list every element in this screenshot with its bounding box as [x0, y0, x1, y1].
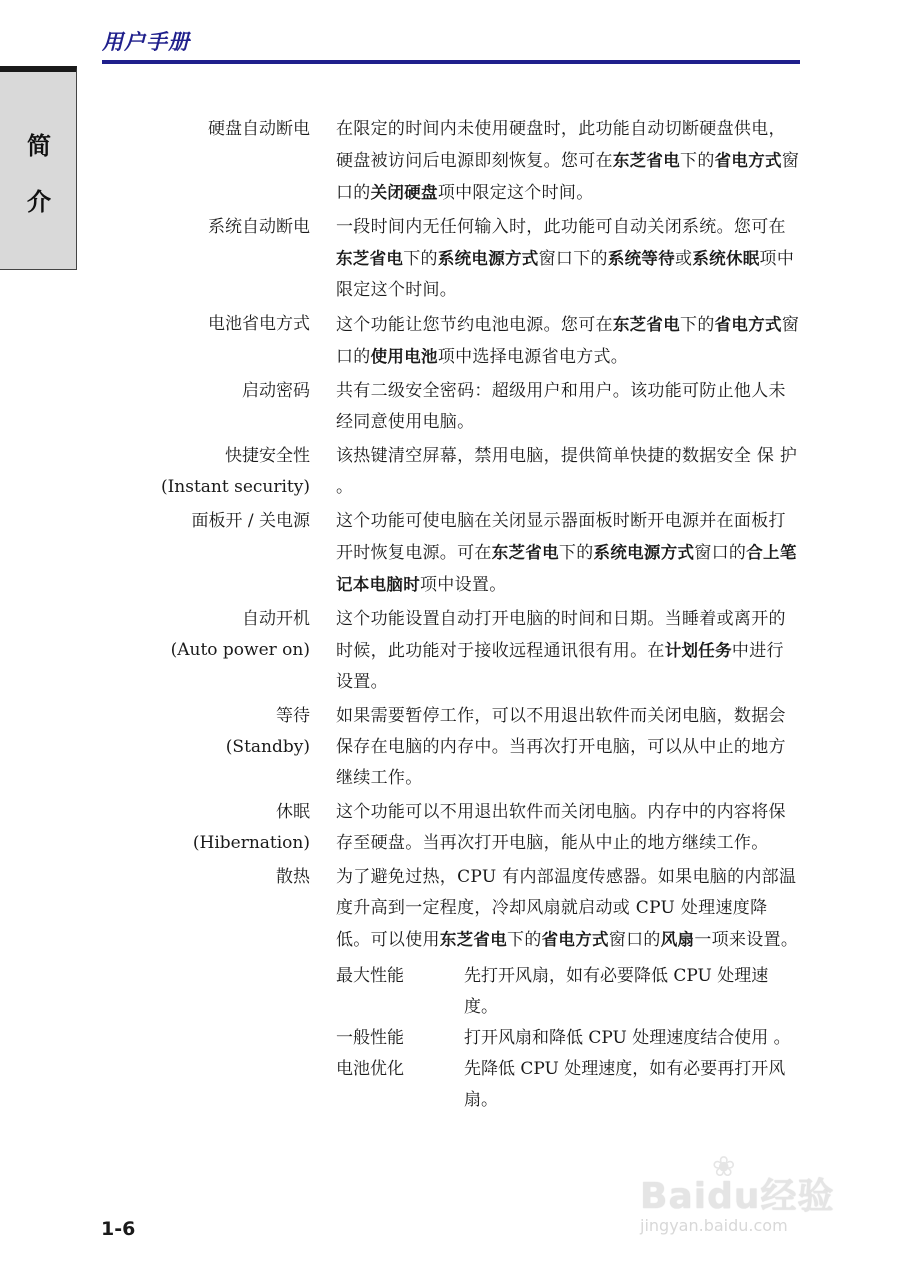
feature-entry: [150, 506, 810, 601]
cooling-option: [336, 1023, 802, 1054]
feature-description: 为了避免过热，CPU 有内部温度传感器。如果电脑的内部温度升高到一定程度，冷却风扇就启动或 CPU 处理速度降低。可以使用东芝省电下的省电方式窗口的风扇一项来设置。: [336, 867, 799, 950]
feature-entry: [150, 862, 810, 956]
feature-term-line: 系统自动断电: [208, 217, 310, 237]
feature-term: [150, 862, 336, 956]
feature-term: [150, 797, 336, 859]
watermark-url: jingyan.baidu.com: [640, 1216, 788, 1235]
cooling-option-term: 一般性能: [336, 1028, 404, 1048]
cooling-option: [336, 1054, 802, 1116]
feature-entry: [150, 309, 810, 373]
feature-description: 共有二级安全密码：超级用户和用户。该功能可防止他人未经同意使用电脑。: [336, 381, 786, 432]
feature-term-line: 硬盘自动断电: [208, 119, 310, 139]
feature-description: 在限定的时间内未使用硬盘时，此功能自动切断硬盘供电，硬盘被访问后电源即刻恢复。您可在东芝省电下的省电方式窗口的关闭硬盘项中限定这个时间。: [336, 119, 800, 203]
watermark-brand: Baidu经验: [640, 1176, 835, 1217]
menu-reference: 东芝省电: [612, 315, 681, 334]
menu-reference: 使用电池: [370, 347, 438, 366]
feature-entry: [150, 701, 810, 794]
cooling-option-description: 先降低 CPU 处理速度，如有必要再打开风扇。: [464, 1059, 786, 1110]
feature-term-line: 面板开 / 关电源: [191, 511, 310, 531]
feature-term-line: (Hibernation): [192, 833, 310, 853]
feature-term-line: 电池省电方式: [208, 314, 310, 334]
feature-term-line: 自动开机: [242, 609, 310, 629]
menu-reference: 计划任务: [664, 641, 732, 660]
feature-description: 这个功能设置自动打开电脑的时间和日期。当睡着或离开的时候，此功能对于接收远程通讯很有用。在计划任务中进行设置。: [336, 609, 786, 692]
feature-term-line: 启动密码: [242, 381, 310, 401]
feature-term: [150, 114, 336, 209]
page-header-title: 用户手册: [102, 30, 190, 54]
feature-description: 该热键清空屏幕，禁用电脑，提供简单快捷的数据安全 保 护 。: [336, 446, 798, 497]
feature-list: [150, 114, 810, 959]
cooling-option-term: 电池优化: [336, 1059, 404, 1079]
feature-term: [150, 441, 336, 503]
feature-term-line: (Instant security): [160, 477, 310, 497]
header-rule: [102, 60, 800, 64]
menu-reference: 东芝省电: [439, 930, 508, 949]
menu-reference: 系统电源方式: [593, 543, 695, 562]
menu-reference: 关闭硬盘: [370, 183, 438, 202]
feature-term-line: (Auto power on): [170, 640, 310, 660]
feature-entry: [150, 114, 810, 209]
feature-term-line: (Standby): [225, 737, 310, 757]
feature-entry: [150, 797, 810, 859]
feature-term: [150, 376, 336, 438]
menu-reference: 省电方式: [541, 930, 609, 949]
feature-entry: [150, 376, 810, 438]
cooling-option: [336, 961, 802, 1023]
cooling-option-description: 打开风扇和降低 CPU 处理速度结合使用 。: [464, 1028, 791, 1048]
feature-entry: [150, 604, 810, 698]
feature-term-line: 休眠: [276, 802, 310, 822]
feature-term: [150, 506, 336, 601]
feature-description: 如果需要暂停工作，可以不用退出软件而关闭电脑，数据会保存在电脑的内存中。当再次打开电脑，可以从中止的地方继续工作。: [336, 706, 786, 788]
feature-term: [150, 309, 336, 373]
feature-term: [150, 604, 336, 698]
feature-entry: [150, 212, 810, 306]
menu-reference: 东芝省电: [612, 151, 681, 170]
menu-reference: 系统电源方式: [437, 249, 539, 268]
feature-entry: [150, 441, 810, 503]
baidu-watermark: [640, 1150, 860, 1250]
page-number: 1-6: [101, 1218, 136, 1240]
menu-reference: 系统等待: [607, 249, 676, 268]
menu-reference: 合上笔记本电脑时: [336, 543, 797, 594]
feature-term: [150, 701, 336, 794]
cooling-option-term: 最大性能: [336, 966, 404, 986]
feature-description: 这个功能让您节约电池电源。您可在东芝省电下的省电方式窗口的使用电池项中选择电源省电方式。: [336, 315, 800, 367]
menu-reference: 省电方式: [714, 315, 782, 334]
feature-term: [150, 212, 336, 306]
feature-description: 这个功能可使电脑在关闭显示器面板时断开电源并在面板打开时恢复电源。可在东芝省电下的系统电源方式窗口的合上笔记本电脑时项中设置。: [336, 511, 797, 595]
feature-term-line: 等待: [276, 706, 310, 726]
menu-reference: 东芝省电: [336, 249, 404, 268]
paw-icon: ❀: [712, 1150, 736, 1183]
feature-term-line: 散热: [276, 867, 310, 887]
menu-reference: 东芝省电: [491, 543, 559, 562]
cooling-option-description: 先打开风扇，如有必要降低 CPU 处理速度。: [464, 966, 769, 1017]
menu-reference: 风扇: [660, 930, 695, 949]
chapter-side-tab: [0, 66, 77, 270]
chapter-tab-label: 简介: [27, 132, 51, 216]
feature-term-line: 快捷安全性: [225, 446, 310, 466]
feature-description: 一段时间内无任何输入时，此功能可自动关闭系统。您可在东芝省电下的系统电源方式窗口下的系统等待或系统休眠项中限定这个时间。: [336, 217, 795, 300]
feature-description: 这个功能可以不用退出软件而关闭电脑。内存中的内容将保存至硬盘。当再次打开电脑，能从中止的地方继续工作。: [336, 802, 786, 853]
menu-reference: 系统休眠: [692, 249, 760, 268]
menu-reference: 省电方式: [714, 151, 782, 170]
cooling-options-list: [336, 961, 802, 1116]
